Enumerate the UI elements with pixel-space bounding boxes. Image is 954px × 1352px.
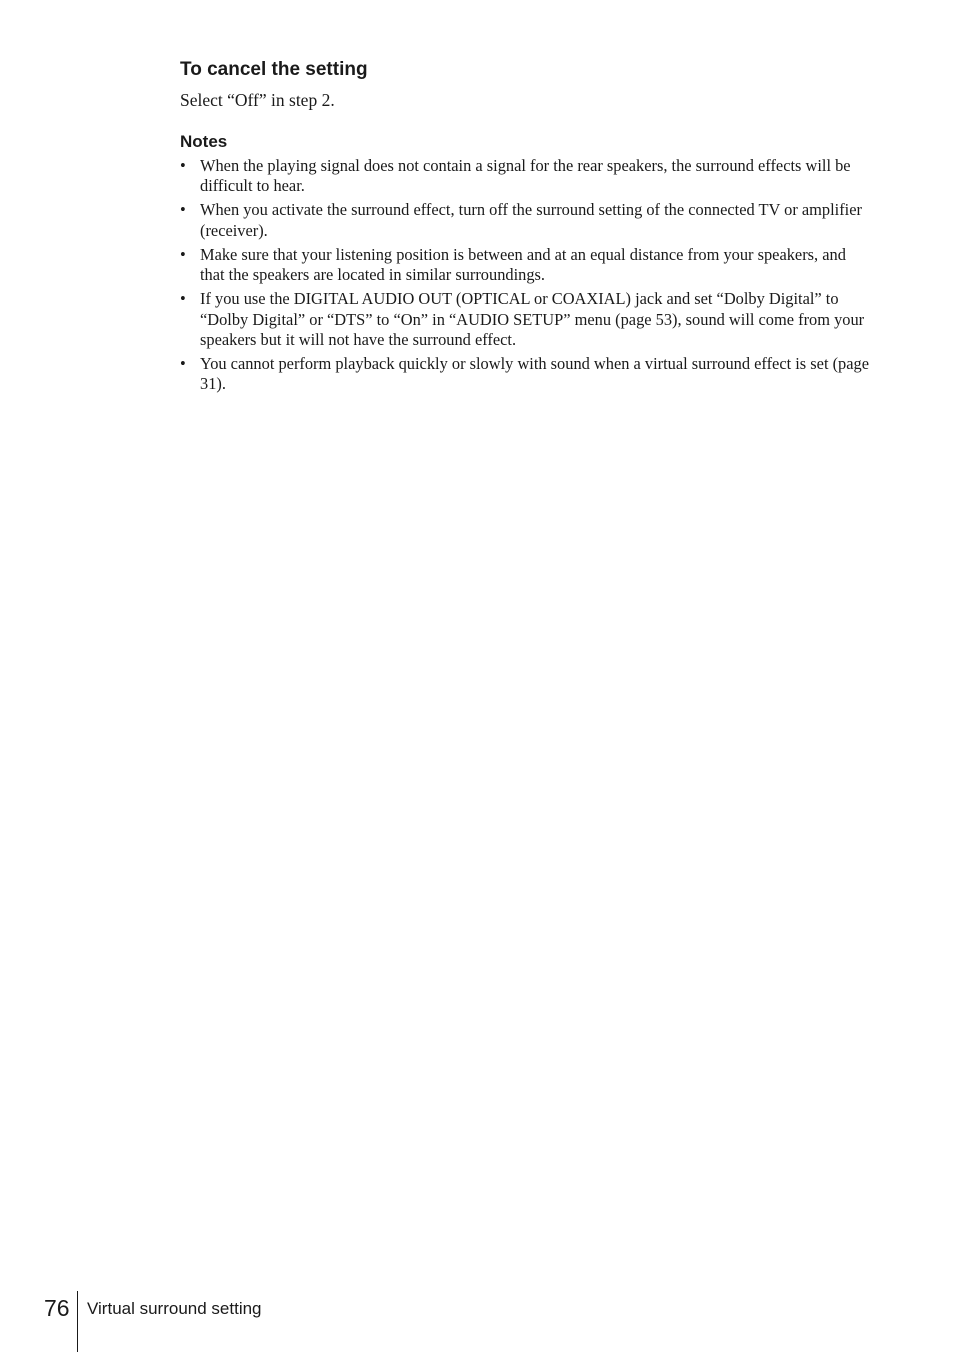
page-footer (0, 1291, 954, 1352)
footer-divider (77, 1291, 78, 1352)
page-content (180, 58, 874, 398)
cancel-instruction: Select “Off” in step 2. (180, 90, 335, 110)
notes-list (180, 156, 874, 395)
note-text: You cannot perform playback quickly or slowly with sound when a virtual surround effect is set (page 31). (200, 354, 869, 394)
note-item (180, 156, 874, 197)
bullet-icon: • (180, 200, 186, 220)
note-text: When you activate the surround effect, turn off the surround setting of the connected TV or amplifier (receiver). (200, 200, 862, 240)
note-text: If you use the DIGITAL AUDIO OUT (OPTICAL or COAXIAL) jack and set “Dolby Digital” to “Dolby Digital” or “DTS” to “On” in “AUDIO SETUP” menu (page 53), sound will come from your speakers but it will not have the surround effect. (200, 289, 865, 350)
bullet-icon: • (180, 244, 186, 264)
bullet-icon: • (180, 156, 186, 175)
section-heading: To cancel the setting (180, 59, 368, 80)
note-text: Make sure that your listening position is between and at an equal distance from your speakers, and that the speakers are located in similar surroundings. (200, 244, 846, 285)
bullet-icon: • (180, 354, 186, 374)
note-item (180, 289, 874, 350)
footer-section-title: Virtual surround setting (87, 1299, 262, 1318)
note-text: When the playing signal does not contain a signal for the rear speakers, the surround effects will be difficult to hear. (200, 156, 851, 196)
note-item (180, 245, 874, 286)
notes-heading: Notes (180, 132, 228, 151)
page-number: 76 (44, 1295, 70, 1321)
bullet-icon: • (180, 289, 186, 309)
note-item (180, 354, 874, 395)
note-item (180, 200, 874, 241)
